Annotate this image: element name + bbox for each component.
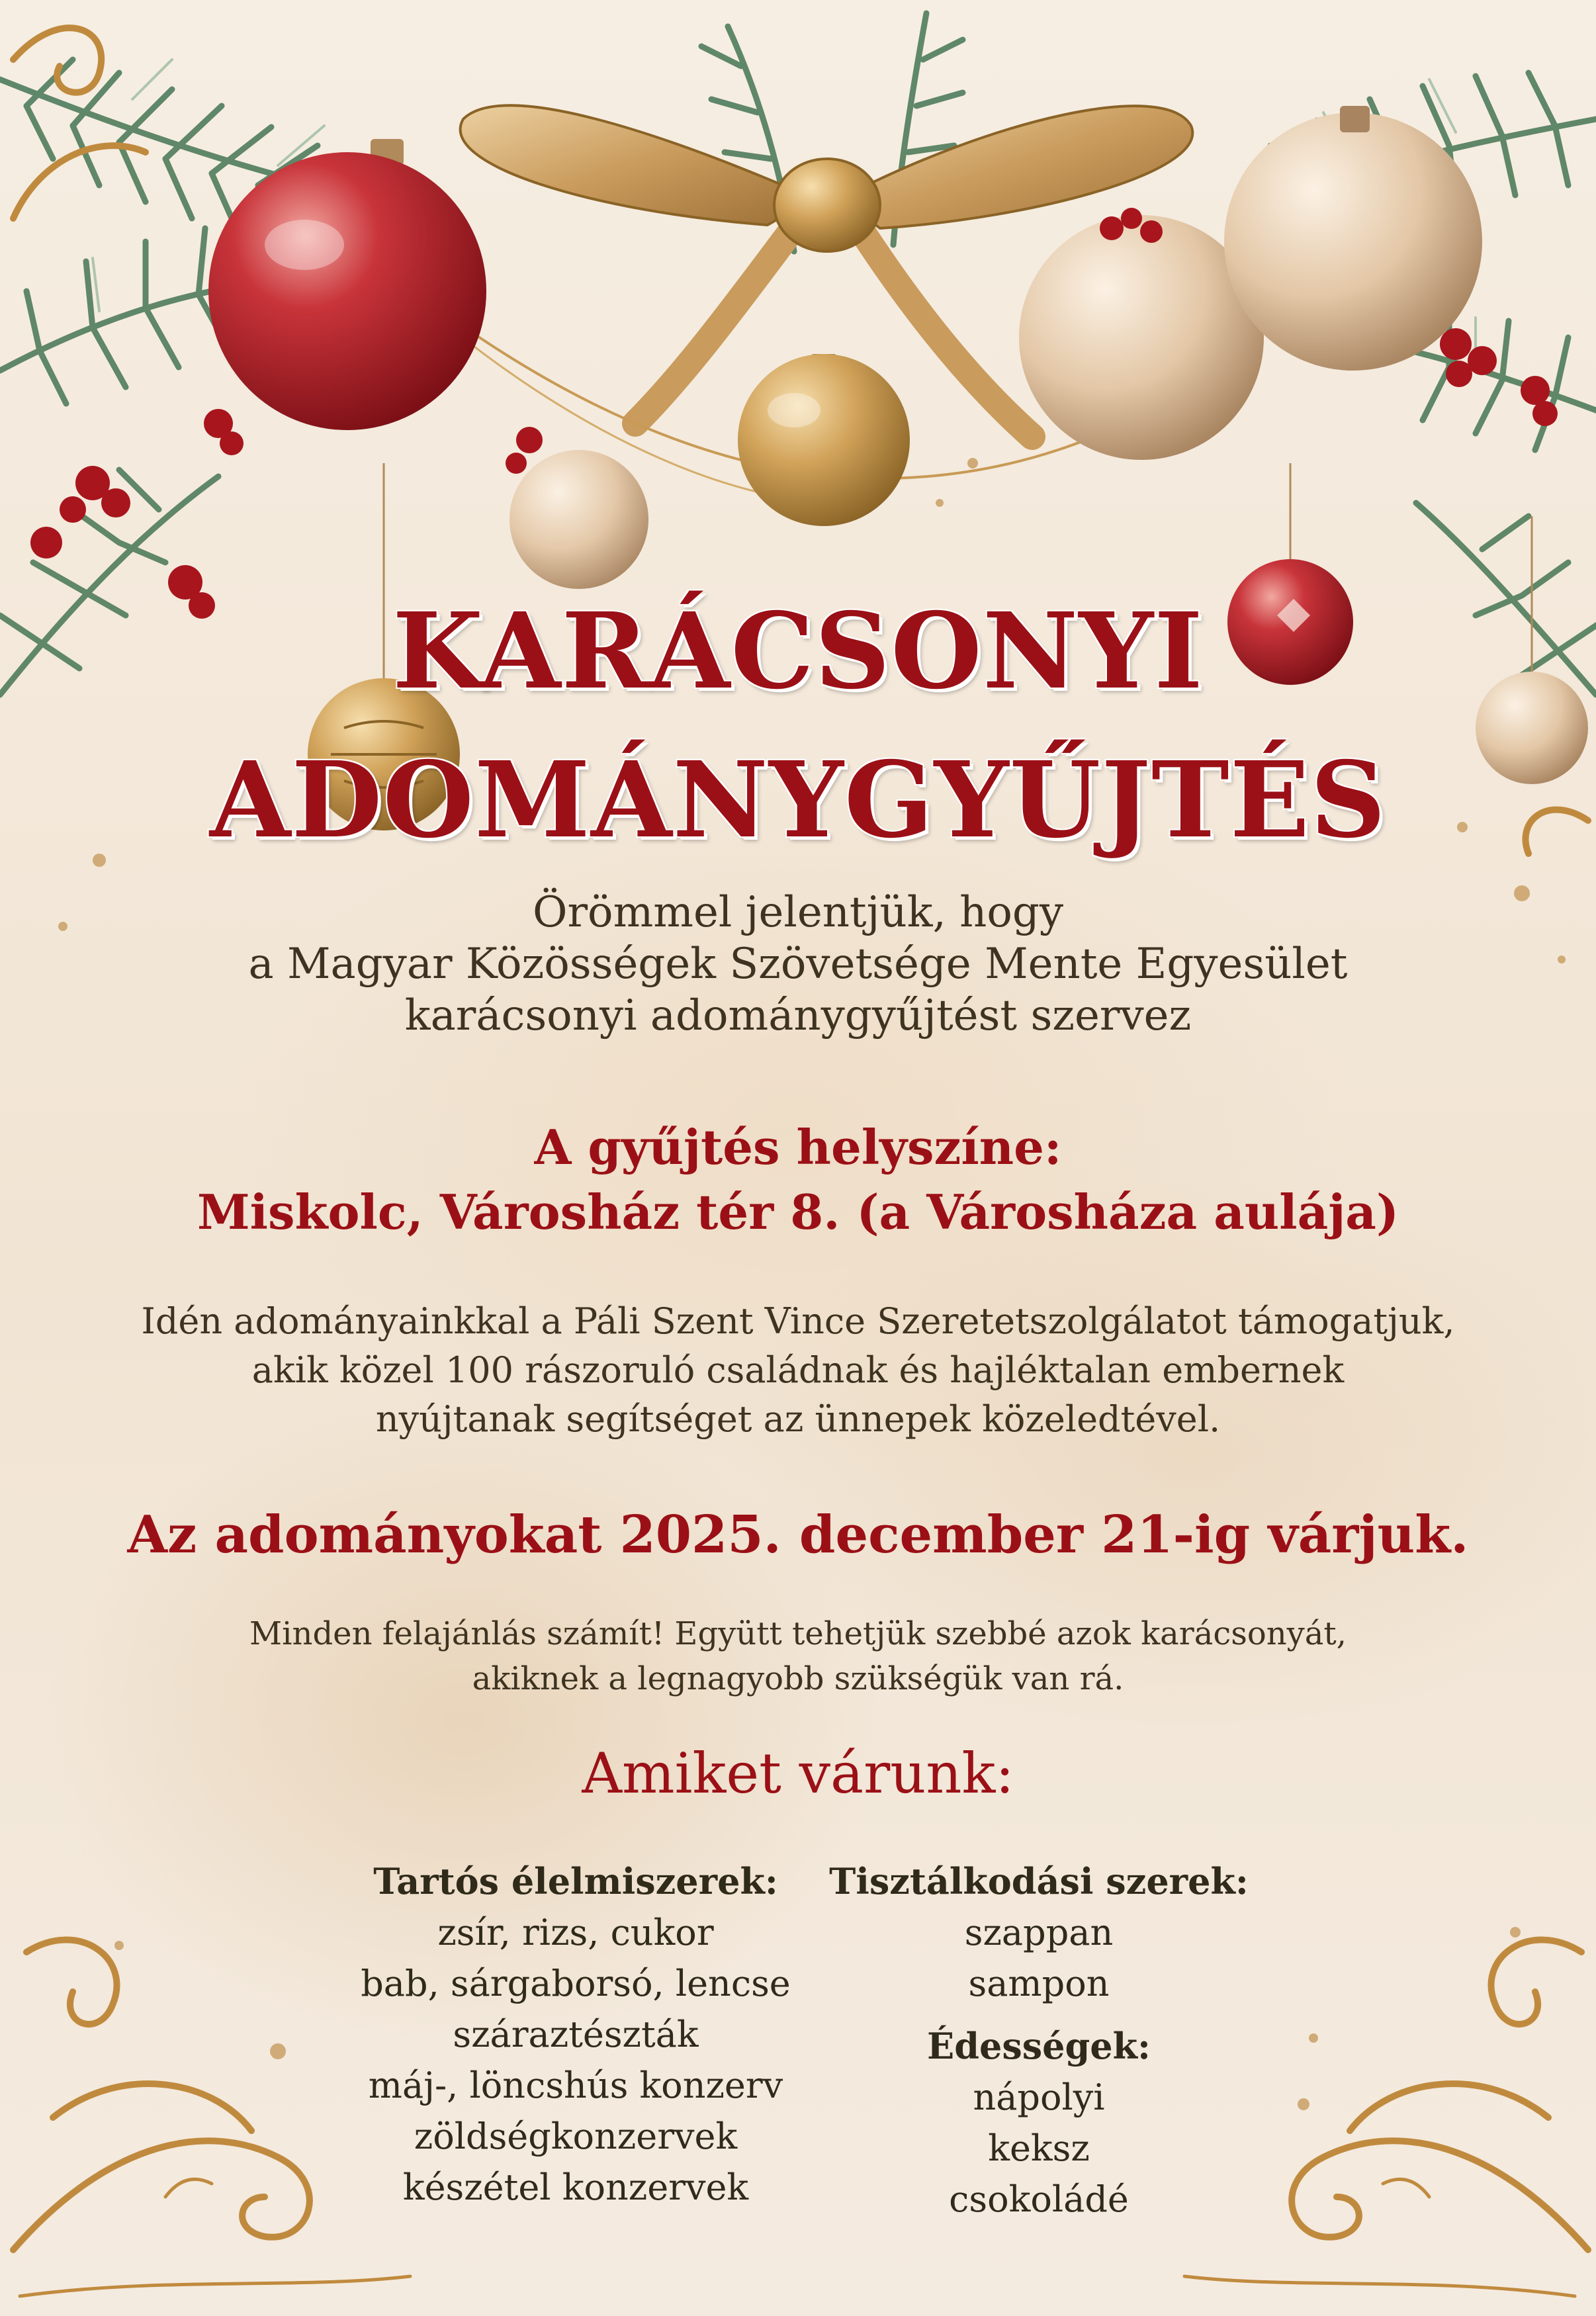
deadline-text: Az adományokat 2025. december 21-ig várjuk. — [127, 1505, 1469, 1565]
intro-line: karácsonyi adománygyűjtést szervez — [404, 991, 1192, 1040]
description-line: nyújtanak segítséget az ünnepek közeledtével. — [375, 1398, 1221, 1440]
list-item: sampon — [968, 1963, 1110, 2004]
description-line: akik közel 100 rászoruló családnak és hajléktalan embernek — [251, 1349, 1345, 1391]
food-heading: Tartós élelmiszerek: — [373, 1860, 778, 1902]
list-item: nápolyi — [973, 2076, 1105, 2118]
title-line-1: KARÁCSONYI — [392, 590, 1204, 713]
intro-line: Örömmel jelentjük, hogy — [532, 888, 1064, 937]
note-line: akiknek a legnagyobb szükségük van rá. — [472, 1660, 1124, 1697]
note-paragraph — [0, 1611, 1596, 1701]
intro-line: a Magyar Közösségek Szövetsége Mente Egyesület — [248, 940, 1348, 989]
list-item: máj-, löncshús konzerv — [368, 2065, 783, 2106]
sweets-heading: Édességek: — [927, 2025, 1151, 2067]
food-list — [301, 1856, 850, 2213]
location-section — [0, 1115, 1596, 1245]
location-heading: A gyűjtés helyszíne: — [534, 1119, 1062, 1175]
intro-paragraph — [0, 887, 1596, 1042]
list-item: készétel konzervek — [402, 2166, 749, 2208]
red-ornament — [208, 139, 486, 430]
list-item: bab, sárgaborsó, lencse — [361, 1963, 791, 2004]
note-line: Minden felajánlás számít! Együtt tehetjük szebbé azok karácsonyát, — [249, 1615, 1347, 1652]
description-line: Idén adományainkkal a Páli Szent Vince Szeretetszolgálatot támogatjuk, — [141, 1300, 1455, 1342]
list-item: zsír, rizs, cukor — [437, 1912, 714, 1953]
description-paragraph — [0, 1297, 1596, 1444]
list-item: keksz — [988, 2127, 1090, 2169]
list-item: zöldségkonzervek — [414, 2116, 738, 2157]
title-line-2: ADOMÁNYGYŰJTÉS — [209, 739, 1387, 862]
list-item: száraztészták — [453, 2014, 699, 2055]
hygiene-sweets-list — [794, 1856, 1284, 2225]
location-address: Miskolc, Városház tér 8. (a Városháza aulája) — [197, 1184, 1399, 1240]
list-item: szappan — [964, 1912, 1114, 1953]
list-item: csokoládé — [949, 2178, 1129, 2220]
hygiene-heading: Tisztálkodási szerek: — [829, 1860, 1249, 1902]
gold-ornament — [738, 354, 910, 526]
wanted-heading: Amiket várunk: — [582, 1741, 1014, 1806]
